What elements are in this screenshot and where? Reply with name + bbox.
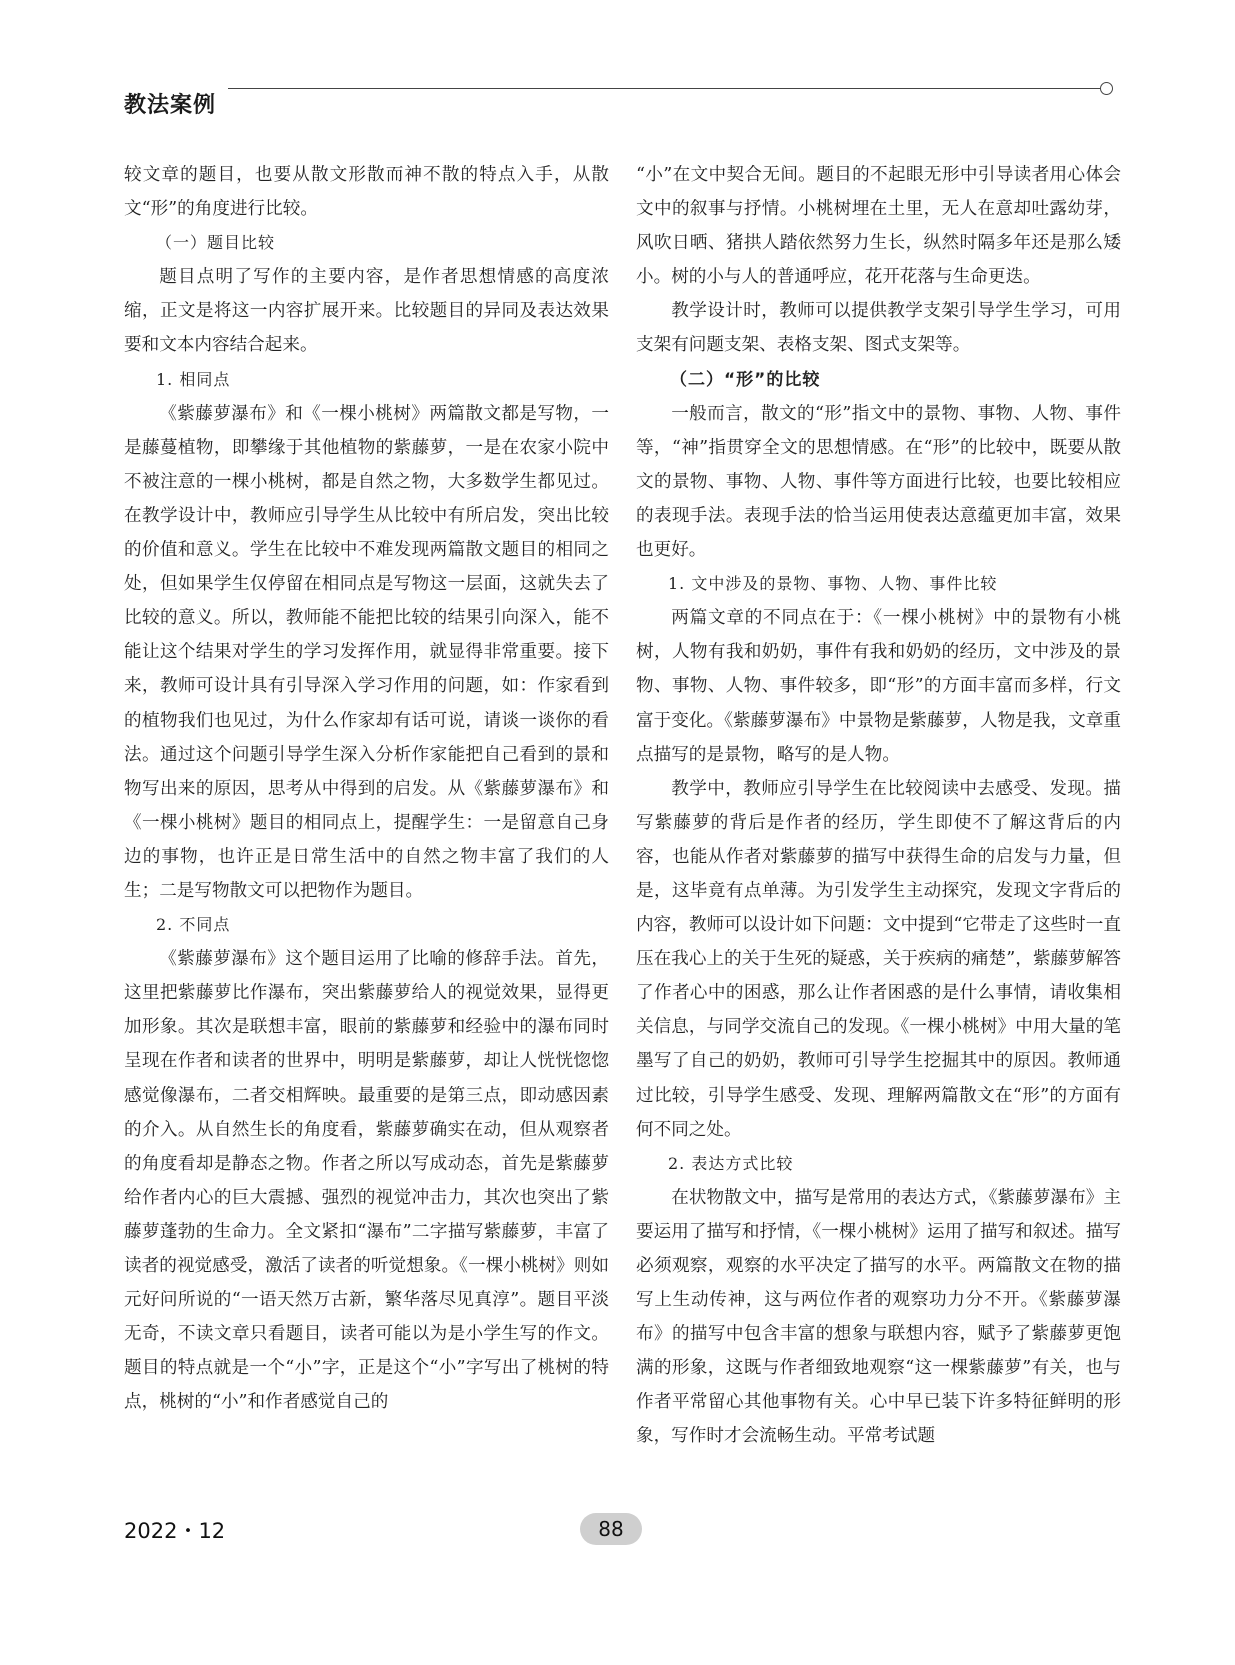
paragraph: 较文章的题目，也要从散文形散而神不散的特点入手，从散文“形”的角度进行比较。: [124, 165, 609, 220]
paragraph: 一般而言，散文的“形”指文中的景物、事物、人物、事件等，“神”指贯穿全文的思想情感。在“形”的比较中，既要从散文的景物、事物、人物、事件等方面进行比较，也要比较相应的表现手法。表现手法的恰当运用使表达意蕴更加丰富，效果也更好。: [636, 403, 1121, 561]
page-header: [0, 0, 1235, 130]
section-title: 教法案例: [124, 93, 217, 118]
paragraph: 题目点明了写作的主要内容，是作者思想情感的高度浓缩，正文是将这一内容扩展开来。比较题目的异同及表达效果要和文本内容结合起来。: [124, 267, 609, 356]
paragraph: 教学中，教师应引导学生在比较阅读中去感受、发现。描写紫藤萝的背后是作者的经历，学生即使不了解这背后的内容，也能从作者对紫藤萝的描写中获得生命的启发与力量，但是，这毕竟有点单薄。为引发学生主动探究，发现文字背后的内容，教师可以设计如下问题：文中提到“它带走了这些时一直压在我心上的关于生死的疑惑，关于疾病的痛楚”，紫藤萝解答了作者心中的困惑，那么让作者困惑的是什么事情，请收集相关信息，与同学交流自己的发现。《一棵小桃树》中用大量的笔墨写了自己的奶奶，教师可引导学生挖掘其中的原因。教师通过比较，引导学生感受、发现、理解两篇散文在“形”的方面有何不同之处。: [636, 778, 1121, 1140]
paragraph: 《紫藤萝瀑布》这个题目运用了比喻的修辞手法。首先，这里把紫藤萝比作瀑布，突出紫藤萝给人的视觉效果，显得更加形象。其次是联想丰富，眼前的紫藤萝和经验中的瀑布同时呈现在作者和读者的世界中，明明是紫藤萝，却让人恍恍惚惚感觉像瀑布，二者交相辉映。最重要的是第三点，即动感因素的介入。从自然生长的角度看，紫藤萝确实在动，但从观察者的角度看却是静态之物。作者之所以写成动态，首先是紫藤萝给作者内心的巨大震撼、强烈的视觉冲击力，其次也突出了紫藤萝蓬勃的生命力。全文紧扣“瀑布”二字描写紫藤萝，丰富了读者的视觉感受，激活了读者的听觉想象。《一棵小桃树》则如元好问所说的“一语天然万古新，繁华落尽见真淳”。题目平淡无奇，不读文章只看题目，读者可能以为是小学生写的作文。题目的特点就是一个“小”字，正是这个“小”字写出了桃树的特点，桃树的“小”和作者感觉自己的: [124, 949, 609, 1413]
page-number-badge: 88: [580, 1513, 642, 1545]
header-rule: [228, 88, 1100, 89]
subheading: 1. 文中涉及的景物、事物、人物、事件比较: [668, 574, 998, 594]
paragraph: 《紫藤萝瀑布》和《一棵小桃树》两篇散文都是写物，一是藤蔓植物，即攀缘于其他植物的紫藤萝，一是在农家小院中不被注意的一棵小桃树，都是自然之物，大多数学生都见过。在教学设计中，教师应引导学生从比较中有所启发，突出比较的价值和意义。学生在比较中不难发现两篇散文题目的相同之处，但如果学生仅停留在相同点是写物这一层面，这就失去了比较的意义。所以，教师能不能把比较的结果引向深入，能不能让这个结果对学生的学习发挥作用，就显得非常重要。接下来，教师可设计具有引导深入学习作用的问题，如：作家看到的植物我们也见过，为什么作家却有话可说，请谈一谈你的看法。通过这个问题引导学生深入分析作家能把自己看到的景和物写出来的原因，思考从中得到的启发。从《紫藤萝瀑布》和《一棵小桃树》题目的相同点上，提醒学生：一是留意自己身边的事物，也许正是日常生活中的自然之物丰富了我们的人生；二是写物散文可以把物作为题目。: [124, 403, 609, 901]
issue-date: 2022・12: [124, 1519, 226, 1543]
left-column: [124, 158, 609, 1419]
subheading: （二）“形”的比较: [670, 369, 821, 390]
subheading: 2. 表达方式比较: [668, 1153, 794, 1173]
subheading: （一）题目比较: [156, 233, 276, 253]
header-circle-ornament: [1100, 82, 1113, 95]
subheading: 2. 不同点: [156, 915, 231, 935]
paragraph: 在状物散文中，描写是常用的表达方式，《紫藤萝瀑布》主要运用了描写和抒情，《一棵小桃树》运用了描写和叙述。描写必须观察，观察的水平决定了描写的水平。两篇散文在物的描写上生动传神，这与两位作者的观察功力分不开。《紫藤萝瀑布》的描写中包含丰富的想象与联想内容，赋予了紫藤萝更饱满的形象，这既与作者细致地观察“这一棵紫藤萝”有关，也与作者平常留心其他事物有关。心中早已装下许多特征鲜明的形象，写作时才会流畅生动。平常考试题: [636, 1187, 1121, 1447]
right-column: [636, 158, 1121, 1454]
subheading: 1. 相同点: [156, 369, 231, 389]
paragraph: “小”在文中契合无间。题目的不起眼无形中引导读者用心体会文中的叙事与抒情。小桃树埋在土里，无人在意却吐露幼芽，风吹日晒、猪拱人踏依然努力生长，纵然时隔多年还是那么矮小。树的小与人的普通呼应，花开花落与生命更迭。: [636, 165, 1121, 288]
paragraph: 两篇文章的不同点在于：《一棵小桃树》中的景物有小桃树，人物有我和奶奶，事件有我和奶奶的经历，文中涉及的景物、事物、人物、事件较多，即“形”的方面丰富而多样，行文富于变化。《紫藤萝瀑布》中景物是紫藤萝，人物是我，文章重点描写的是景物，略写的是人物。: [636, 608, 1121, 765]
paragraph: 教学设计时，教师可以提供教学支架引导学生学习，可用支架有问题支架、表格支架、图式支架等。: [636, 301, 1121, 356]
